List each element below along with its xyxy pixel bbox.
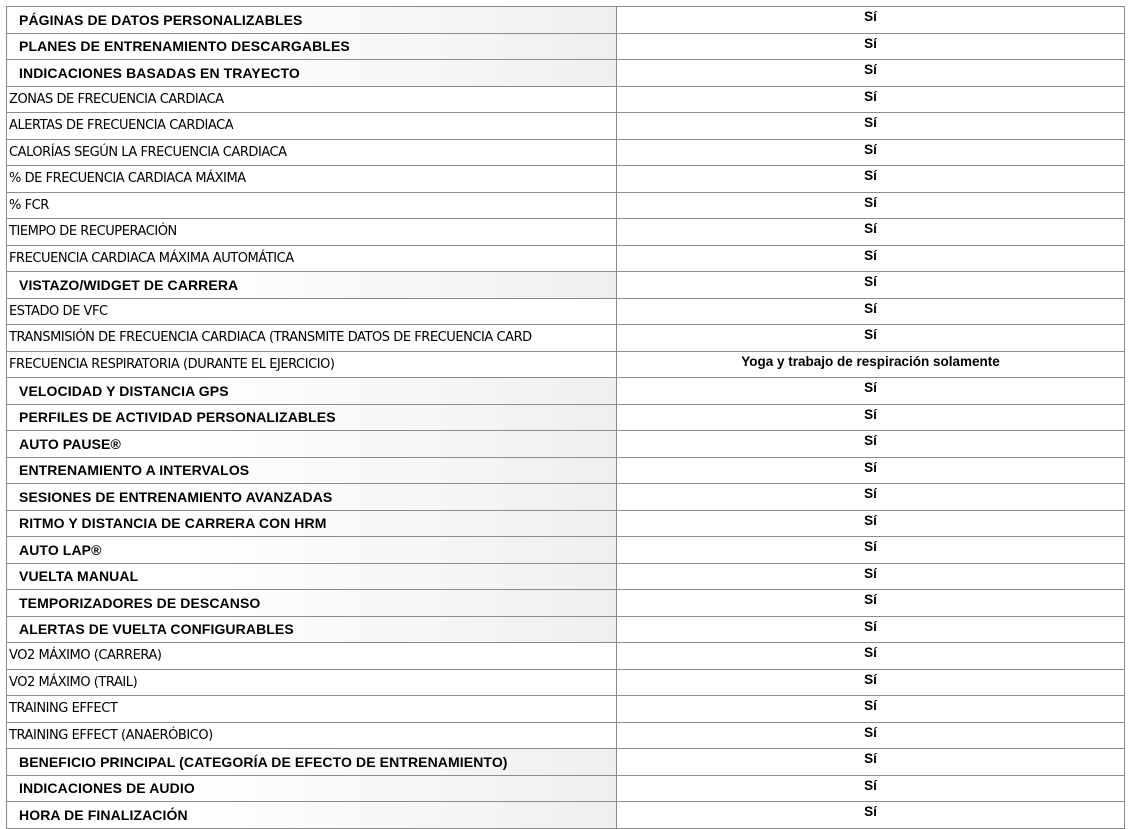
table-row bbox=[7, 643, 1125, 670]
feature-value-cell[interactable]: Sí bbox=[617, 616, 1125, 643]
feature-label-cell[interactable]: TRANSMISIÓN DE FRECUENCIA CARDIACA (TRANSMITE DATOS DE FRECUENCIA CARD bbox=[7, 325, 617, 352]
feature-value-cell[interactable]: Sí bbox=[617, 113, 1125, 140]
feature-label-cell[interactable]: ALERTAS DE FRECUENCIA CARDIACA bbox=[7, 113, 617, 140]
table-row bbox=[7, 325, 1125, 352]
table-row bbox=[7, 404, 1125, 431]
feature-label-cell[interactable]: VELOCIDAD Y DISTANCIA GPS bbox=[7, 378, 617, 405]
feature-label-cell[interactable]: RITMO Y DISTANCIA DE CARRERA CON HRM bbox=[7, 510, 617, 537]
feature-label-cell[interactable]: ESTADO DE VFC bbox=[7, 298, 617, 325]
feature-label-cell[interactable]: VISTAZO/WIDGET DE CARRERA bbox=[7, 272, 617, 299]
feature-value-cell[interactable]: Sí bbox=[617, 86, 1125, 113]
feature-value-cell[interactable]: Sí bbox=[617, 139, 1125, 166]
feature-label-cell[interactable]: TEMPORIZADORES DE DESCANSO bbox=[7, 590, 617, 617]
feature-label-cell[interactable]: ALERTAS DE VUELTA CONFIGURABLES bbox=[7, 616, 617, 643]
feature-value-cell[interactable]: Sí bbox=[617, 457, 1125, 484]
feature-value-cell[interactable]: Sí bbox=[617, 590, 1125, 617]
table-row bbox=[7, 484, 1125, 511]
feature-label-cell[interactable]: FRECUENCIA RESPIRATORIA (DURANTE EL EJERCICIO) bbox=[7, 351, 617, 378]
table-row bbox=[7, 616, 1125, 643]
table-row bbox=[7, 378, 1125, 405]
feature-label-cell[interactable]: TRAINING EFFECT bbox=[7, 696, 617, 723]
table-row bbox=[7, 298, 1125, 325]
table-row bbox=[7, 563, 1125, 590]
feature-value-cell[interactable]: Sí bbox=[617, 722, 1125, 749]
feature-value-cell[interactable]: Sí bbox=[617, 7, 1125, 34]
feature-value-cell[interactable]: Sí bbox=[617, 404, 1125, 431]
table-row bbox=[7, 192, 1125, 219]
feature-label-cell[interactable]: SESIONES DE ENTRENAMIENTO AVANZADAS bbox=[7, 484, 617, 511]
table-row bbox=[7, 113, 1125, 140]
feature-label-cell[interactable]: INDICACIONES BASADAS EN TRAYECTO bbox=[7, 60, 617, 87]
table-row bbox=[7, 537, 1125, 564]
table-row bbox=[7, 166, 1125, 193]
feature-value-cell[interactable]: Sí bbox=[617, 484, 1125, 511]
feature-label-cell[interactable]: VO2 MÁXIMO (CARRERA) bbox=[7, 643, 617, 670]
feature-label-cell[interactable]: PÁGINAS DE DATOS PERSONALIZABLES bbox=[7, 7, 617, 34]
table-body bbox=[7, 7, 1125, 829]
feature-value-cell[interactable]: Sí bbox=[617, 192, 1125, 219]
feature-value-cell[interactable]: Sí bbox=[617, 166, 1125, 193]
feature-label-cell[interactable]: TRAINING EFFECT (ANAERÓBICO) bbox=[7, 722, 617, 749]
feature-label-cell[interactable]: CALORÍAS SEGÚN LA FRECUENCIA CARDIACA bbox=[7, 139, 617, 166]
table-row bbox=[7, 272, 1125, 299]
feature-value-cell[interactable]: Sí bbox=[617, 245, 1125, 272]
feature-value-cell[interactable]: Sí bbox=[617, 775, 1125, 802]
feature-value-cell[interactable]: Sí bbox=[617, 537, 1125, 564]
feature-value-cell[interactable]: Sí bbox=[617, 802, 1125, 829]
table-row bbox=[7, 219, 1125, 246]
feature-value-cell[interactable]: Sí bbox=[617, 510, 1125, 537]
table-row bbox=[7, 669, 1125, 696]
table-row bbox=[7, 510, 1125, 537]
feature-label-cell[interactable]: PLANES DE ENTRENAMIENTO DESCARGABLES bbox=[7, 33, 617, 60]
table-row bbox=[7, 7, 1125, 34]
table-row bbox=[7, 351, 1125, 378]
feature-label-cell[interactable]: INDICACIONES DE AUDIO bbox=[7, 775, 617, 802]
feature-comparison-table bbox=[6, 6, 1125, 829]
feature-value-cell[interactable]: Sí bbox=[617, 272, 1125, 299]
feature-value-cell[interactable]: Yoga y trabajo de respiración solamente bbox=[617, 351, 1125, 378]
feature-label-cell[interactable]: VUELTA MANUAL bbox=[7, 563, 617, 590]
feature-label-cell[interactable]: AUTO PAUSE® bbox=[7, 431, 617, 458]
feature-value-cell[interactable]: Sí bbox=[617, 643, 1125, 670]
feature-value-cell[interactable]: Sí bbox=[617, 669, 1125, 696]
feature-value-cell[interactable]: Sí bbox=[617, 696, 1125, 723]
table-row bbox=[7, 431, 1125, 458]
table-row bbox=[7, 749, 1125, 776]
feature-value-cell[interactable]: Sí bbox=[617, 749, 1125, 776]
feature-label-cell[interactable]: PERFILES DE ACTIVIDAD PERSONALIZABLES bbox=[7, 404, 617, 431]
table-row bbox=[7, 139, 1125, 166]
feature-value-cell[interactable]: Sí bbox=[617, 33, 1125, 60]
table-row bbox=[7, 722, 1125, 749]
feature-label-cell[interactable]: % DE FRECUENCIA CARDIACA MÁXIMA bbox=[7, 166, 617, 193]
table-row bbox=[7, 33, 1125, 60]
feature-value-cell[interactable]: Sí bbox=[617, 325, 1125, 352]
feature-label-cell[interactable]: FRECUENCIA CARDIACA MÁXIMA AUTOMÁTICA bbox=[7, 245, 617, 272]
table-row bbox=[7, 457, 1125, 484]
feature-value-cell[interactable]: Sí bbox=[617, 219, 1125, 246]
table-row bbox=[7, 245, 1125, 272]
feature-value-cell[interactable]: Sí bbox=[617, 563, 1125, 590]
feature-label-cell[interactable]: AUTO LAP® bbox=[7, 537, 617, 564]
table-row bbox=[7, 60, 1125, 87]
feature-label-cell[interactable]: VO2 MÁXIMO (TRAIL) bbox=[7, 669, 617, 696]
feature-value-cell[interactable]: Sí bbox=[617, 298, 1125, 325]
table-row bbox=[7, 86, 1125, 113]
feature-label-cell[interactable]: HORA DE FINALIZACIÓN bbox=[7, 802, 617, 829]
table-row bbox=[7, 590, 1125, 617]
table-row bbox=[7, 696, 1125, 723]
feature-label-cell[interactable]: TIEMPO DE RECUPERACIÓN bbox=[7, 219, 617, 246]
feature-label-cell[interactable]: ENTRENAMIENTO A INTERVALOS bbox=[7, 457, 617, 484]
feature-value-cell[interactable]: Sí bbox=[617, 378, 1125, 405]
table-row bbox=[7, 775, 1125, 802]
feature-label-cell[interactable]: ZONAS DE FRECUENCIA CARDIACA bbox=[7, 86, 617, 113]
table-row bbox=[7, 802, 1125, 829]
feature-value-cell[interactable]: Sí bbox=[617, 431, 1125, 458]
feature-label-cell[interactable]: BENEFICIO PRINCIPAL (CATEGORÍA DE EFECTO DE ENTRENAMIENTO) bbox=[7, 749, 617, 776]
feature-label-cell[interactable]: % FCR bbox=[7, 192, 617, 219]
feature-value-cell[interactable]: Sí bbox=[617, 60, 1125, 87]
